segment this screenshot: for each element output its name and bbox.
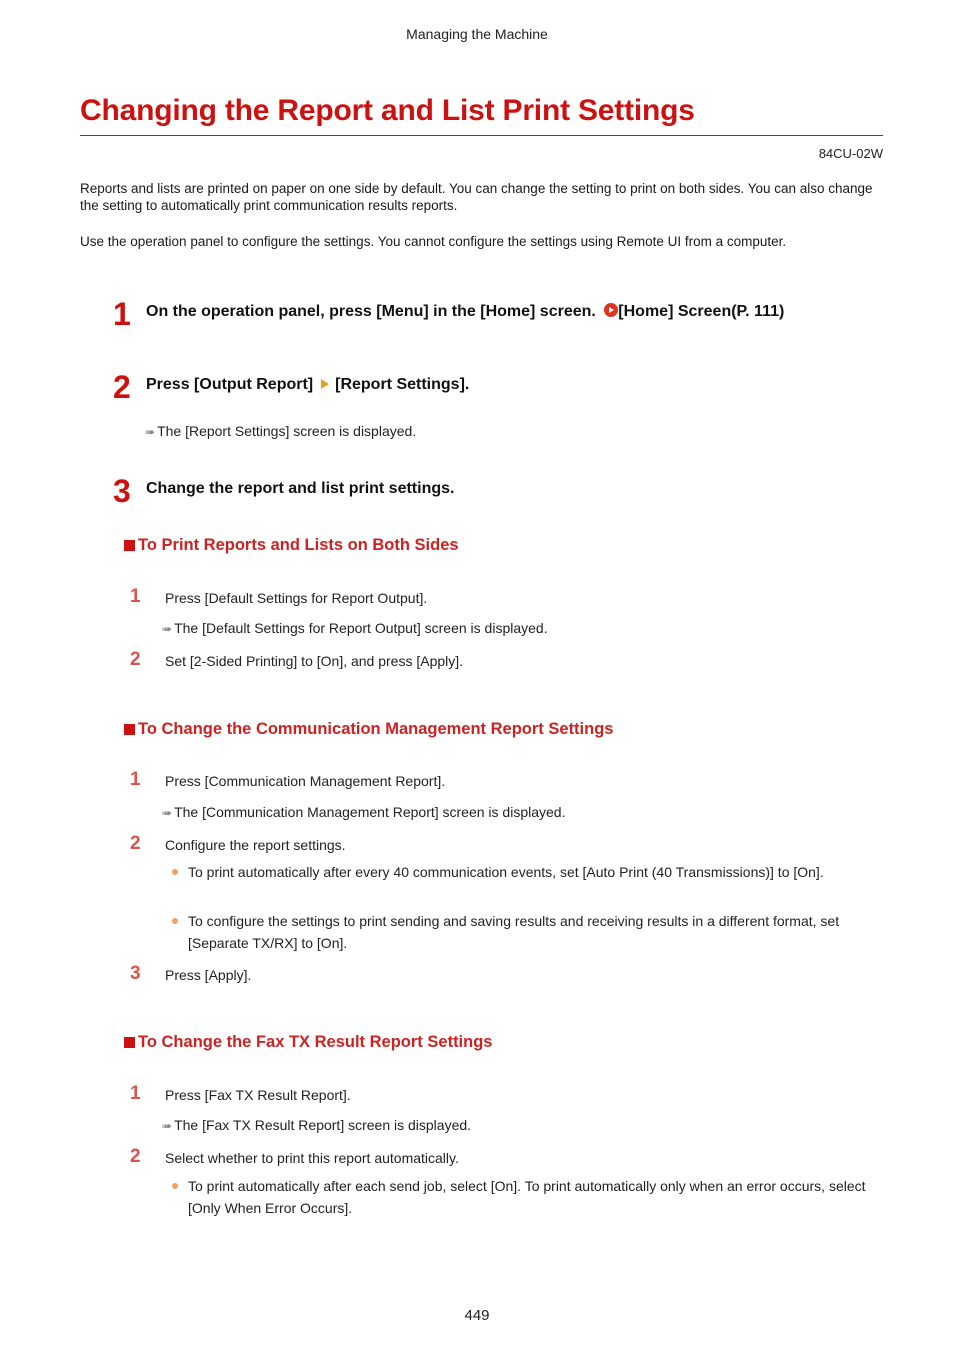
substep-number: 1 <box>130 586 141 607</box>
substep-number: 2 <box>130 833 141 854</box>
bullet-text: To configure the settings to print sending and saving results and receiving results in a different format, set [Separate TX/RX] to [On]. <box>188 913 840 951</box>
substep-text: Press [Communication Management Report]. <box>165 773 446 789</box>
step-number: 1 <box>113 296 131 332</box>
section-heading <box>124 720 613 739</box>
substep-result <box>162 1117 471 1133</box>
result-text: The [Communication Management Report] screen is displayed. <box>174 804 566 820</box>
step-instruction: Press [Output Report] <box>146 376 314 393</box>
substep-number: 3 <box>130 963 141 984</box>
document-code: 84CU-02W <box>818 146 883 161</box>
substep-text: Press [Default Settings for Report Output]. <box>165 590 428 606</box>
triangle-icon <box>321 379 329 389</box>
substep-text: Configure the report settings. <box>165 837 346 853</box>
step-text <box>146 376 469 394</box>
step-text <box>146 303 784 321</box>
step-instruction: On the operation panel, press [Menu] in the [Home] screen. <box>146 303 596 320</box>
substep-number: 1 <box>130 1083 141 1104</box>
section-heading <box>124 536 459 555</box>
result-arrow-icon: ➠ <box>145 425 156 439</box>
step-text: Change the report and list print settings. <box>146 480 455 497</box>
step-result <box>145 423 416 439</box>
bullet-dot-icon <box>172 1183 178 1189</box>
bullet-dot-icon <box>172 869 178 875</box>
step-instruction: [Report Settings]. <box>335 376 470 393</box>
bullet-text: To print automatically after each send job, select [On]. To print automatically only when an error occurs, select [Only When Error Occurs]. <box>188 1178 866 1216</box>
home-screen-link[interactable]: [Home] Screen(P. 111) <box>618 303 785 320</box>
substep-text: Set [2-Sided Printing] to [On], and press [Apply]. <box>165 653 464 669</box>
page-number: 449 <box>464 1307 490 1324</box>
substep-text: Press [Fax TX Result Report]. <box>165 1087 351 1103</box>
square-icon <box>124 540 135 551</box>
running-header: Managing the Machine <box>406 26 548 42</box>
step-number: 2 <box>113 369 131 405</box>
square-icon <box>124 724 135 735</box>
substep-text: Select whether to print this report automatically. <box>165 1150 459 1166</box>
square-icon <box>124 1037 135 1048</box>
circle-arrow-icon <box>604 303 618 317</box>
bullet-dot-icon <box>172 918 178 924</box>
step-number: 3 <box>113 473 131 509</box>
section-heading-text: To Change the Communication Management Report Settings <box>138 720 614 738</box>
intro-paragraph: Reports and lists are printed on paper on one side by default. You can change the setting to print on both sides. You can also change the setting to automatically print communication results reports. <box>80 181 873 213</box>
title-divider <box>80 135 883 136</box>
bullet-text: To print automatically after every 40 communication events, set [Auto Print (40 Transmissions)] to [On]. <box>188 864 824 880</box>
substep-number: 1 <box>130 769 141 790</box>
substep-result <box>162 620 548 636</box>
substep-number: 2 <box>130 649 141 670</box>
section-heading <box>124 1033 492 1052</box>
substep-number: 2 <box>130 1146 141 1167</box>
substep-result <box>162 804 565 820</box>
result-arrow-icon: ➠ <box>162 806 173 820</box>
result-arrow-icon: ➠ <box>162 622 173 636</box>
section-heading-text: To Change the Fax TX Result Report Settings <box>138 1033 493 1051</box>
intro-paragraph: Use the operation panel to configure the settings. You cannot configure the settings using Remote UI from a computer. <box>80 234 787 249</box>
result-text: The [Default Settings for Report Output] screen is displayed. <box>174 620 548 636</box>
page-title: Changing the Report and List Print Settings <box>80 94 695 127</box>
result-arrow-icon: ➠ <box>162 1119 173 1133</box>
substep-text: Press [Apply]. <box>165 967 252 983</box>
result-text: The [Fax TX Result Report] screen is displayed. <box>174 1117 472 1133</box>
section-heading-text: To Print Reports and Lists on Both Sides <box>138 536 459 554</box>
result-text: The [Report Settings] screen is displayed. <box>157 423 417 439</box>
